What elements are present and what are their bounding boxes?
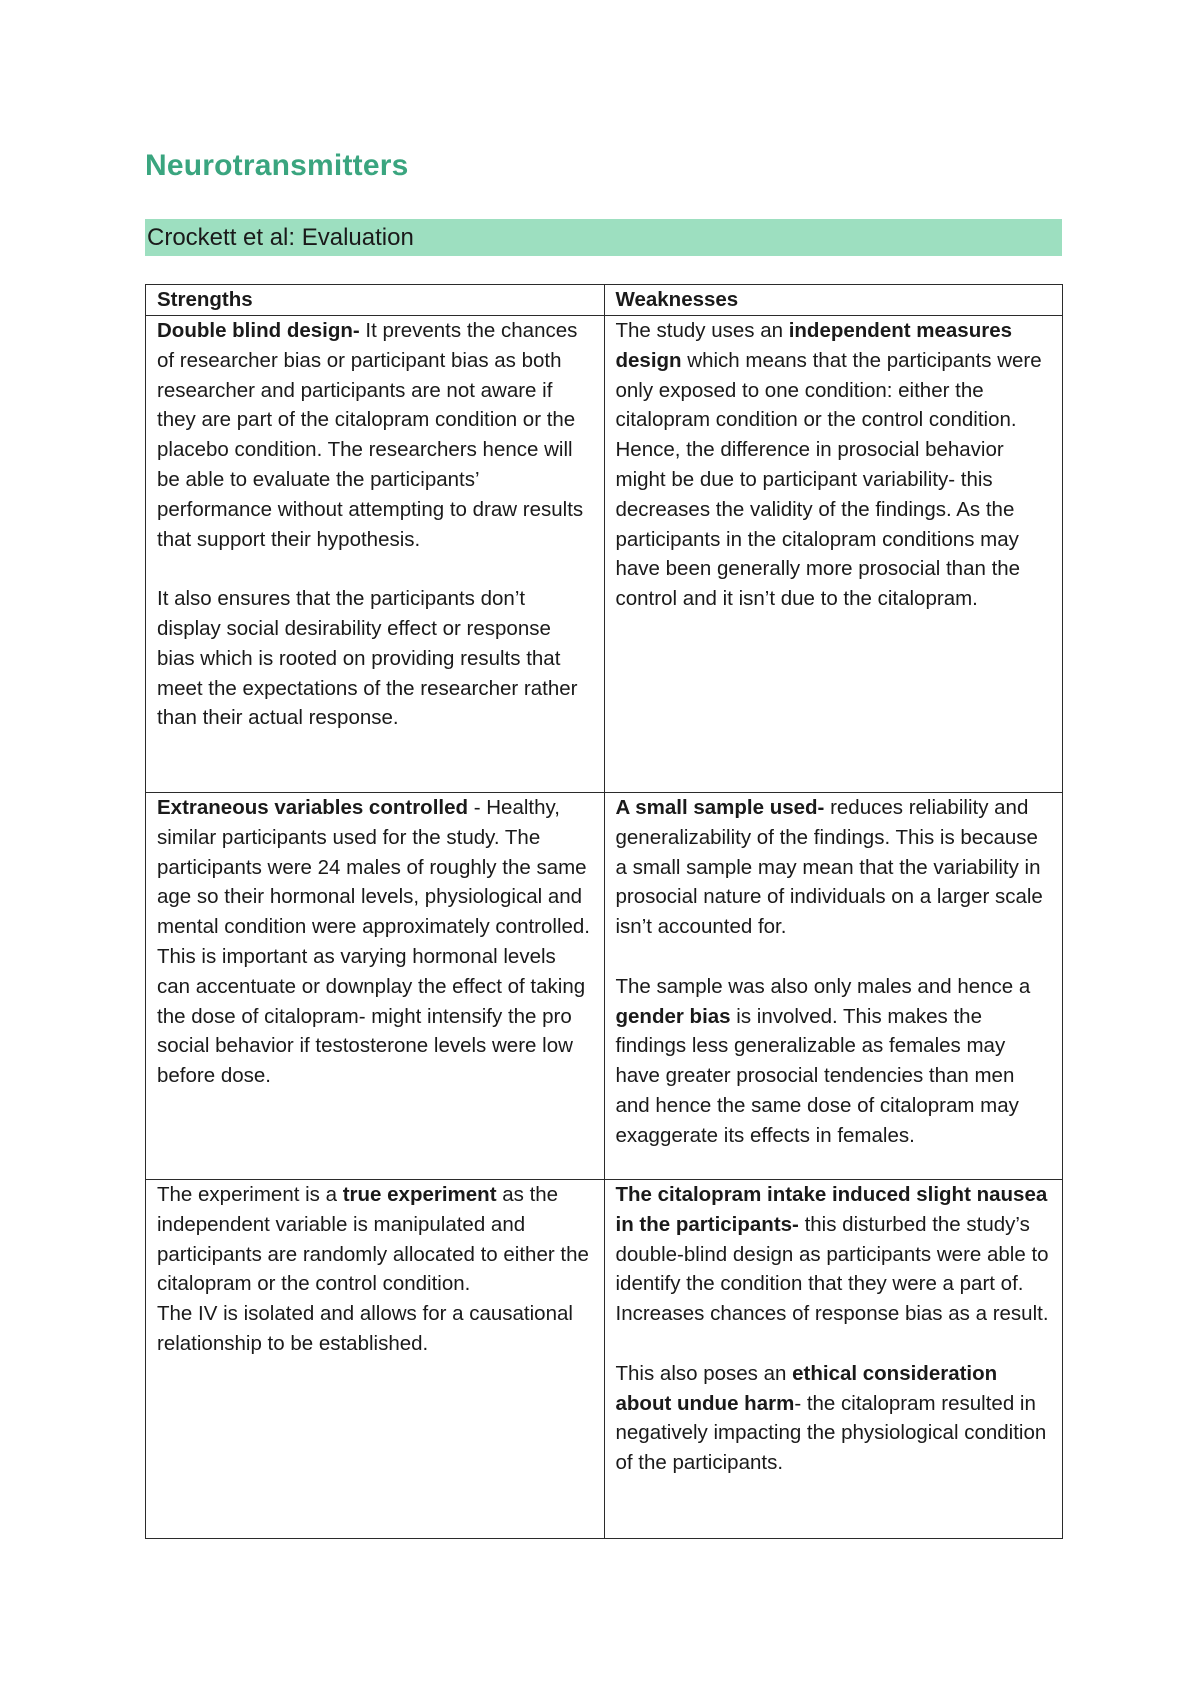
cell-text: The sample was also only males and hence a bbox=[615, 974, 1031, 998]
cell-text: - Healthy, similar participants used for the study. The participants were 24 males of roughly the same age so their hormonal levels, physiological and mental condition were approximately controlled. This is important as varying hormonal levels can accentuate or downplay the effect of taking the dose of citalopram- might intensify the pro social behavior if testosterone levels were low before dose. bbox=[157, 796, 591, 1088]
table-row bbox=[146, 316, 1063, 793]
page-title: Neurotransmitters bbox=[145, 149, 409, 182]
table-row bbox=[146, 1180, 1063, 1539]
section-heading: Crockett et al: Evaluation bbox=[147, 224, 414, 251]
bold-term: The citalopram intake induced slight nausea in the participants- bbox=[615, 1183, 1048, 1236]
strengths-header: Strengths bbox=[146, 285, 605, 316]
cell-paragraph bbox=[157, 793, 592, 1091]
table-header-row bbox=[146, 285, 1063, 316]
cell-text: - the citalopram resulted in negatively impacting the physiological condition of the participants. bbox=[615, 1391, 1047, 1475]
strength-cell bbox=[146, 1180, 605, 1539]
bold-term: A small sample used- bbox=[615, 796, 825, 819]
bold-term: Extraneous variables controlled bbox=[157, 796, 469, 819]
cell-text: The experiment is a bbox=[157, 1183, 343, 1206]
cell-text: as the independent variable is manipulated and participants are randomly allocated to either the citalopram or the control condition. bbox=[157, 1183, 589, 1296]
cell-text: The IV is isolated and allows for a causational relationship to be established. bbox=[157, 1302, 573, 1355]
bold-term: independent measures design bbox=[615, 319, 1013, 372]
cell-paragraph bbox=[616, 316, 1051, 614]
cell-paragraph bbox=[616, 1359, 1051, 1478]
cell-text: is involved. This makes the findings less generalizable as females may have greater prosocial tendencies than men and hence the same dose of citalopram may exaggerate its effects in females. bbox=[615, 1004, 1019, 1147]
strength-cell bbox=[146, 316, 605, 793]
cell-text: It also ensures that the participants don’t display social desirability effect or response bias which is rooted on providing results that meet the expectations of the researcher rather than their actual response. bbox=[157, 587, 578, 730]
cell-paragraph bbox=[616, 793, 1051, 942]
section-heading-band bbox=[145, 219, 1062, 256]
cell-paragraph bbox=[616, 972, 1051, 1151]
bold-term: true experiment bbox=[342, 1183, 497, 1206]
cell-paragraph bbox=[157, 584, 592, 733]
cell-text: reduces reliability and generalizability of the findings. This is because a small sample may mean that the variability in prosocial nature of individuals on a larger scale isn’t accounted for. bbox=[615, 796, 1043, 939]
cell-text: It prevents the chances of researcher bias or participant bias as both researcher and participants are not aware if they are part of the citalopram condition or the placebo condition. The researchers hence will be able to evaluate the participants’ performance without attempting to draw results that support their hypothesis. bbox=[157, 319, 584, 551]
strength-cell bbox=[146, 793, 605, 1180]
cell-text: This also poses an bbox=[615, 1361, 793, 1385]
cell-text: which means that the participants were only exposed to one condition: either the citalopram condition or the control condition. Hence, the difference in prosocial behavior might be due to participant variability- this decreases the validity of the findings. As the participants in the citalopram conditions may have been generally more prosocial than the control and it isn’t due to the citalopram. bbox=[615, 348, 1042, 611]
cell-paragraph bbox=[157, 1299, 592, 1359]
cell-paragraph bbox=[157, 316, 592, 554]
weakness-cell bbox=[604, 316, 1063, 793]
cell-paragraph bbox=[157, 1180, 592, 1299]
weakness-cell bbox=[604, 1180, 1063, 1539]
weakness-cell bbox=[604, 793, 1063, 1180]
cell-paragraph bbox=[616, 1180, 1051, 1329]
bold-term: ethical consideration about undue harm bbox=[615, 1361, 998, 1415]
bold-term: Double blind design- bbox=[157, 319, 360, 342]
cell-text: this disturbed the study’s double-blind design as participants were able to identify the condition that they were a part of. Increases chances of response bias as a result. bbox=[615, 1212, 1049, 1326]
table-row bbox=[146, 793, 1063, 1180]
evaluation-table bbox=[145, 284, 1063, 1539]
bold-term: gender bias bbox=[615, 1004, 731, 1028]
weaknesses-header: Weaknesses bbox=[604, 285, 1063, 316]
cell-text: The study uses an bbox=[615, 319, 789, 342]
